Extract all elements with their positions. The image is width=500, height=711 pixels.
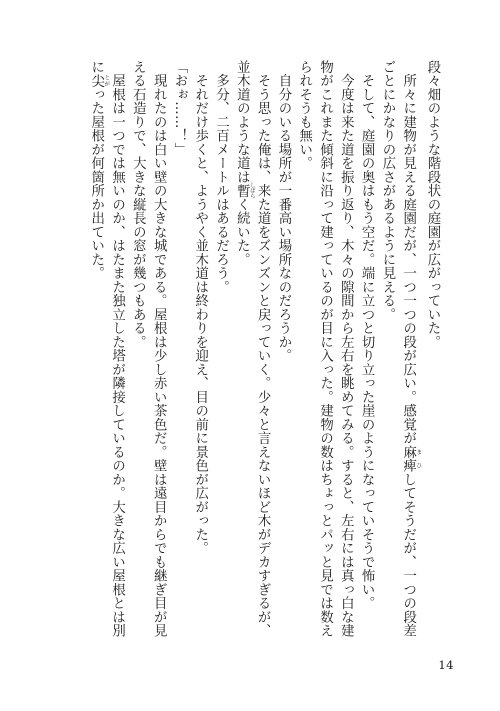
- ruby-annotation: 麻痺 まひ: [400, 445, 422, 473]
- paragraph-7: 多分、二百メートルはあるだろう。: [213, 60, 229, 294]
- paragraph-11: 屋根は一つでは無いのか、はたまた独立した塔が隣接しているのか。大きな広い屋根とは別に尖 とがった屋根が何箇所か出ていた。: [88, 60, 125, 638]
- vertical-text-body: [85, 60, 442, 645]
- ruby-annotation: 暫 しばら: [234, 182, 255, 199]
- paragraph-2: 所々に建物が見える庭園だが、一つ一つの段が広い。感覚が麻痺 まひしてそうだが、一つの段差ごとにかなりの広さがあるように見える。: [379, 60, 422, 638]
- paragraph-8: それだけ歩くと、ようやく並木道は終わりを迎え、目の前に景色が広がった。: [192, 60, 208, 555]
- page-number: 14: [438, 658, 454, 672]
- paragraph-1: 段々畑のような階段状の庭園が広がっていた。: [425, 60, 440, 349]
- paragraph-9-dialogue: 「おぉ……！」: [171, 60, 187, 157]
- paragraph-6: そう思った俺は、来た道をズンズンと戻っていく。少々と言えないほど木がデカすぎるが、並木道のような道は暫 しばらく続いた。: [234, 60, 271, 638]
- paragraph-5: 自分のいる場所が一番高い場所なのだろうか。: [275, 60, 291, 363]
- ruby-annotation: 尖 とが: [88, 73, 110, 88]
- paragraph-10: 現れたのは白い壁の大きな城である。屋根は少し赤い茶色だ。壁は遠目からでも継ぎ目が見える石造りで、大きな縦長の窓が幾つもある。: [130, 60, 167, 638]
- paragraph-4: 今度は来た道を振り返り、木々の隙間から左右を眺めてみる。すると、左右には真っ白な建物がこれまた傾斜に沿って建っているのが目に入った。建物の数はちょっとパッと見では数えられそうも無い。: [296, 60, 354, 638]
- paragraph-3: そして、庭園の奥はもう空だ。端に立つと切り立った崖のようになっていそうで怖い。: [359, 60, 375, 610]
